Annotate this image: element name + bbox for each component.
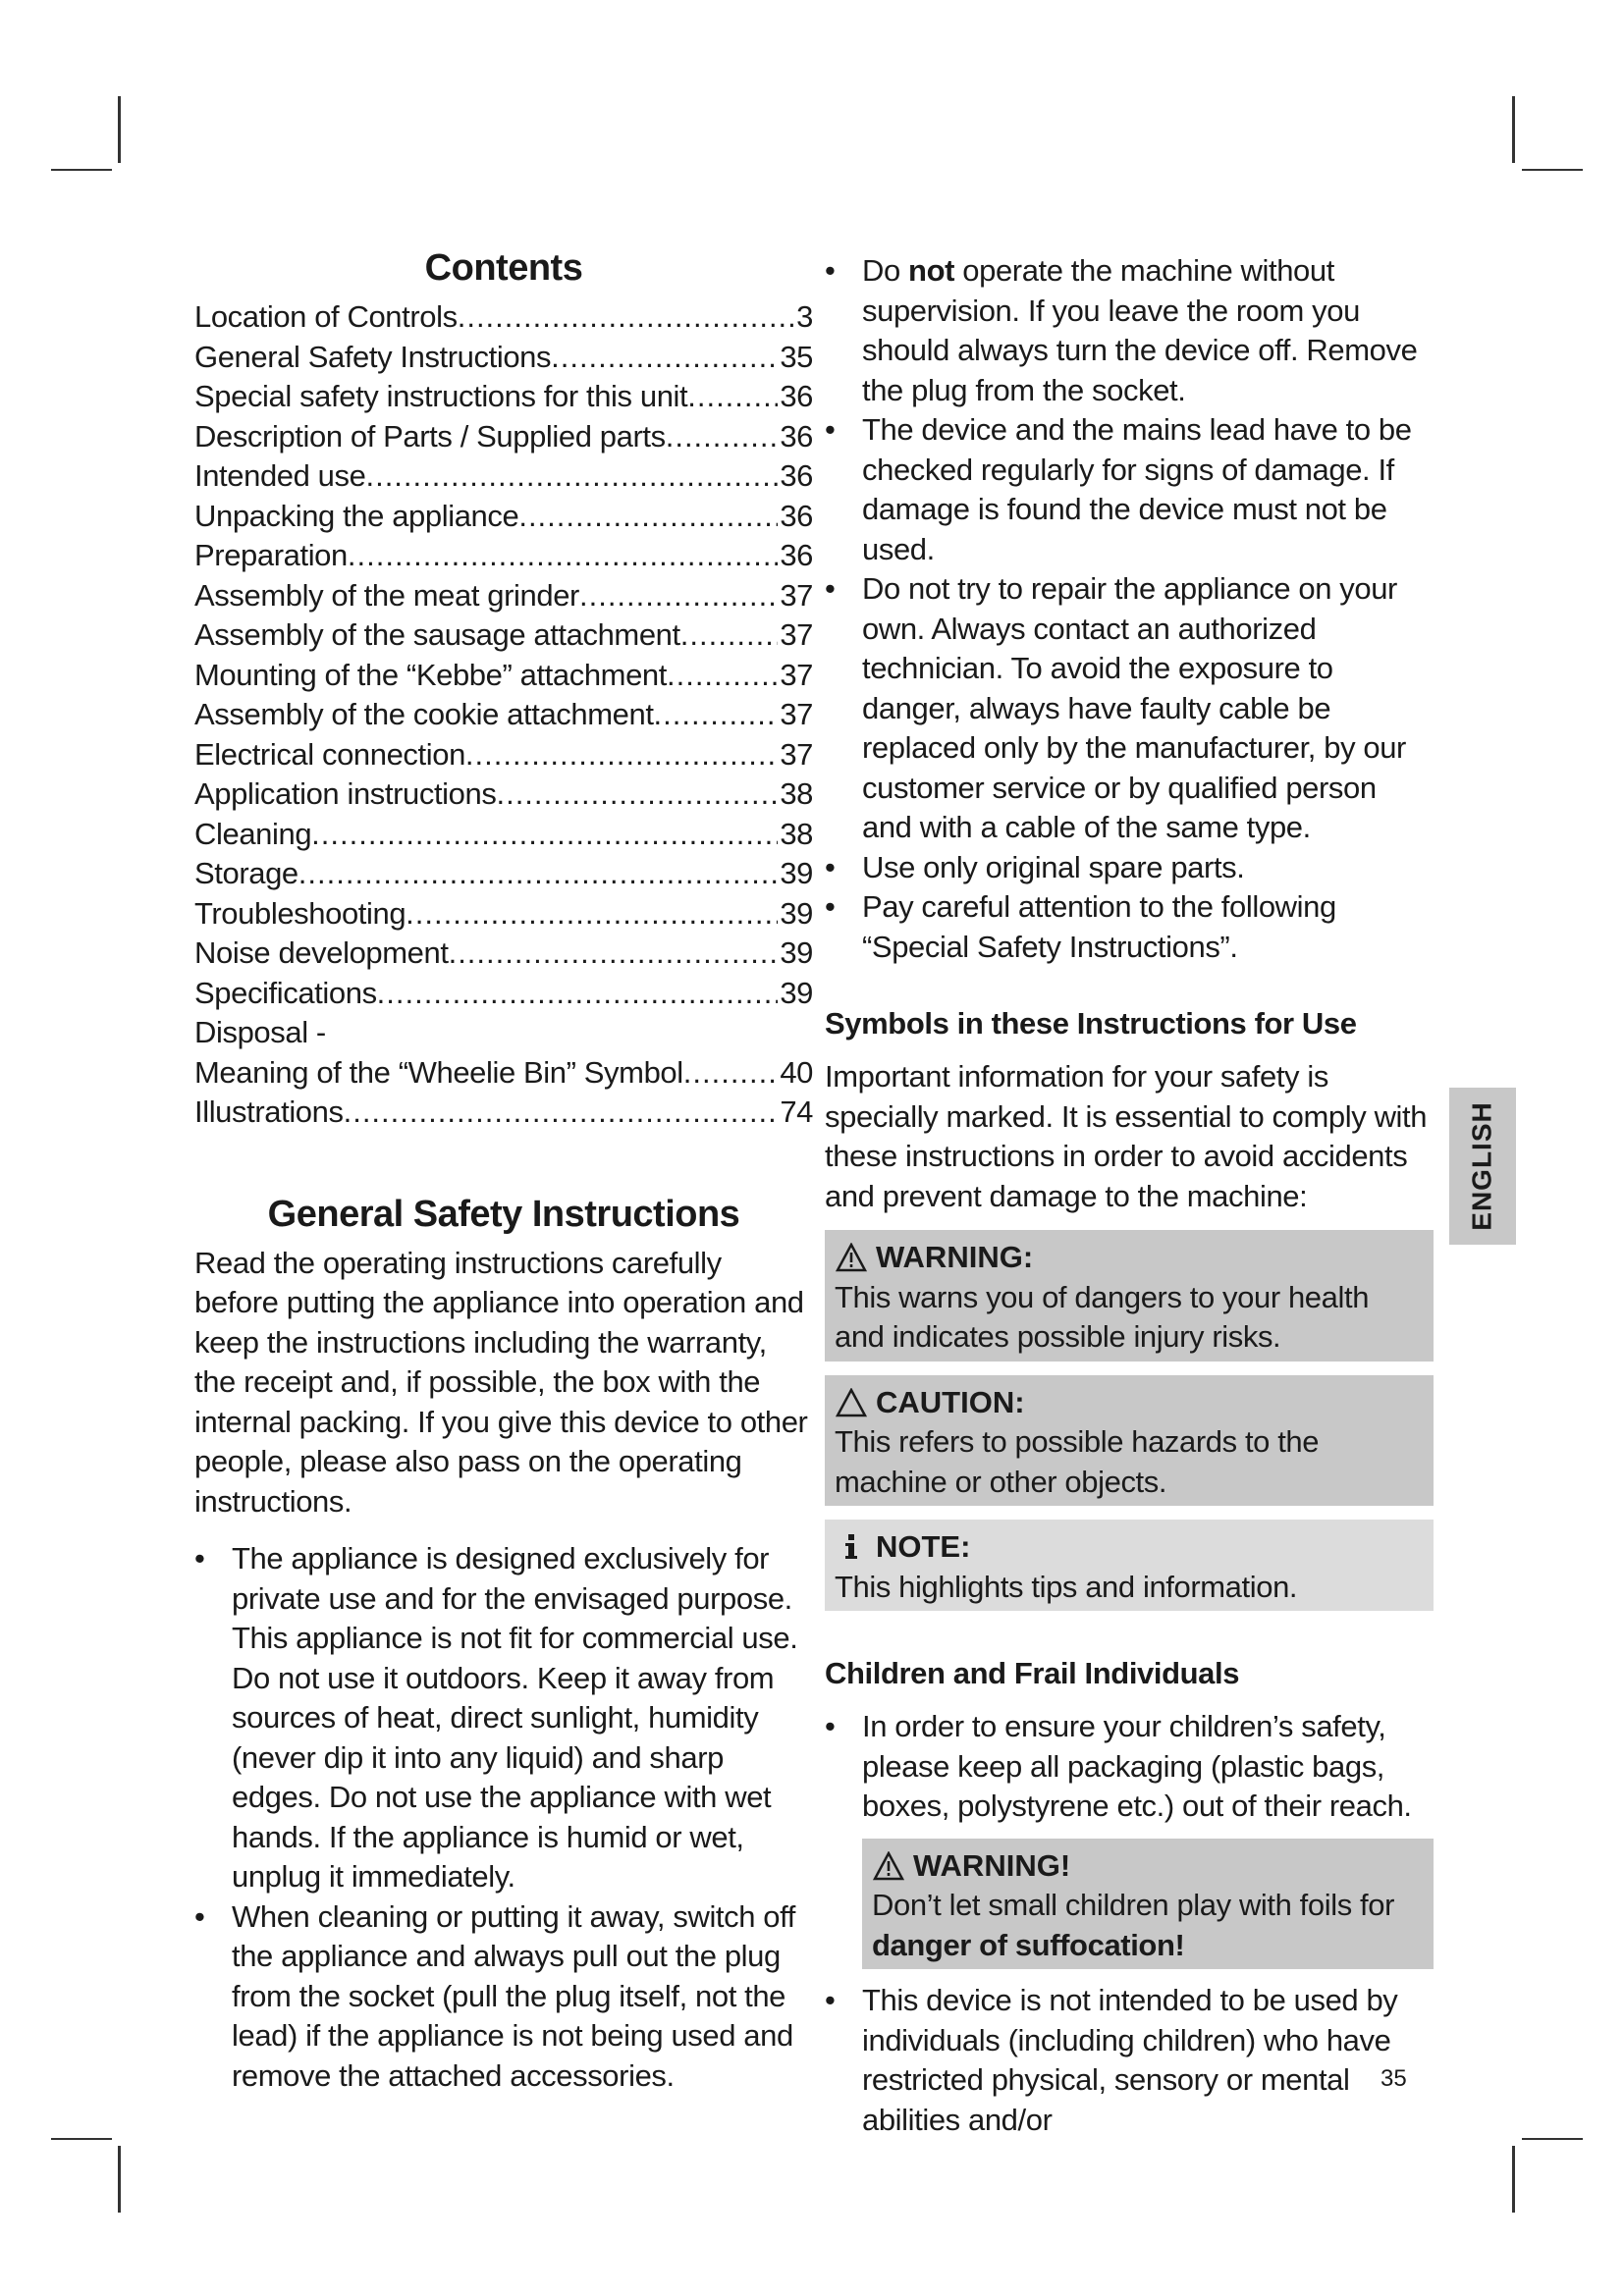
toc-label: Assembly of the cookie attachment <box>194 697 654 731</box>
left-column <box>194 247 813 2096</box>
bullet-text: • The appliance is designed exclusively for private use and for the envisaged purpose. This appliance is not fit for commercial use. <box>232 1541 798 1655</box>
bullet-text: Do not try to repair the appliance on your own. Always contact an authorized technician. To avoid the exposure to danger, always have faulty cable be replaced only by the manufacturer, by our customer service or by qualified person and with a cable of the same type. <box>862 571 1406 844</box>
language-tab-label: ENGLISH <box>1467 1101 1497 1231</box>
warning-heading <box>835 1238 1424 1278</box>
toc-leader <box>666 417 779 457</box>
bullet-text: Use only original spare parts. <box>862 849 1245 884</box>
toc-leader <box>348 536 778 576</box>
bullet-emphasis: not <box>908 253 955 288</box>
page-number: 35 <box>1380 2065 1407 2092</box>
warning-triangle-icon <box>835 1241 868 1274</box>
toc-label: Mounting of the “Kebbe” attachment <box>194 657 667 692</box>
note-heading <box>835 1527 1424 1568</box>
warning-triangle-icon <box>872 1849 905 1883</box>
bullet-text: Do not use it outdoors. Keep it away from sources of heat, direct sunlight, humidity (never dip it into any liquid) and sharp edges. Do not use the appliance with wet hands. If the appliance is humid or wet, unplug it immediately. <box>232 1660 775 1894</box>
toc-leader <box>298 854 779 894</box>
toc-label: Illustrations <box>194 1095 344 1129</box>
toc-entry[interactable] <box>194 894 813 934</box>
toc-entry[interactable] <box>194 377 813 417</box>
toc-entry[interactable] <box>194 854 813 894</box>
children-warning-box <box>862 1839 1434 1970</box>
children-title: Children and Frail Individuals <box>825 1656 1240 1690</box>
warning-text: This warns you of dangers to your health and indicates possible injury risks. <box>835 1279 1370 1354</box>
safety-bullets-continued <box>825 251 1434 967</box>
symbols-intro: Important information for your safety is specially marked. It is essential to comply with these instructions in order to avoid accidents and prevent damage to the machine: <box>825 1059 1428 1213</box>
general-safety-title: General Safety Instructions <box>267 1193 740 1235</box>
toc-label: Intended use <box>194 458 366 493</box>
bullet-text: The device and the mains lead have to be checked regularly for signs of damage. If damage is found the device must not be used. <box>862 412 1412 566</box>
caution-box <box>825 1375 1434 1507</box>
bullet-text: When cleaning or putting it away, switch off the appliance and always pull out the plug from the socket (pull the plug itself, not the lead) if the appliance is not being used and remove the attached accessories. <box>232 1898 796 2093</box>
symbols-title: Symbols in these Instructions for Use <box>825 1006 1357 1041</box>
toc-page: 36 <box>780 379 813 413</box>
toc-leader <box>377 974 779 1014</box>
toc-label: Specifications <box>194 975 377 1010</box>
toc-label: Description of Parts / Supplied parts <box>194 418 666 454</box>
note-box <box>825 1520 1434 1611</box>
caution-label: CAUTION: <box>876 1384 1025 1419</box>
bullet-text: This device is not intended to be used by individuals (including children) who have restricted physical, sensory or mental abilities and/or <box>862 1983 1398 2137</box>
language-tab <box>1449 1088 1516 1245</box>
toc-entry[interactable] <box>194 1053 813 1094</box>
toc-leader <box>654 695 779 735</box>
note-label: NOTE: <box>876 1529 971 1564</box>
toc-page: 38 <box>780 816 813 851</box>
toc-label: Cleaning <box>194 816 312 851</box>
toc-page: 37 <box>780 736 813 772</box>
bullet-text: operate the machine without supervision. If you leave the room you should always turn the device off. Remove the plug from the socket. <box>862 253 1418 407</box>
general-safety-bullets <box>194 1539 813 2096</box>
toc-label: Special safety instructions for this unit <box>194 379 688 413</box>
toc-page: 37 <box>780 577 813 613</box>
crop-mark <box>118 2146 121 2213</box>
list-item <box>825 887 1434 967</box>
toc-entry[interactable] <box>194 695 813 735</box>
toc-label: Meaning of the “Wheelie Bin” Symbol <box>194 1054 683 1090</box>
toc-page: 39 <box>780 856 813 890</box>
toc-label: Location of Controls <box>194 299 458 334</box>
toc-entry[interactable] <box>194 497 813 537</box>
crop-mark <box>1522 169 1583 171</box>
toc-label: Electrical connection <box>194 736 465 772</box>
toc-page: 37 <box>780 657 813 692</box>
list-item <box>194 1539 813 1897</box>
toc-leader <box>687 377 778 417</box>
toc-entry[interactable] <box>194 656 813 696</box>
toc-leader <box>579 576 778 616</box>
toc-entry[interactable] <box>194 338 813 378</box>
toc-page: 36 <box>780 458 813 493</box>
toc-page: 40 <box>780 1054 813 1090</box>
toc-page: 37 <box>780 697 813 731</box>
toc-label: Preparation <box>194 538 348 572</box>
toc-leader <box>551 338 778 378</box>
crop-mark <box>1512 96 1515 163</box>
toc-entry[interactable] <box>194 615 813 656</box>
info-icon <box>835 1530 868 1564</box>
toc-entry[interactable] <box>194 1093 813 1133</box>
toc-leader <box>680 615 779 656</box>
list-item <box>825 1981 1434 2140</box>
crop-mark <box>51 2138 112 2140</box>
list-item <box>825 569 1434 848</box>
toc-page: 36 <box>780 538 813 572</box>
toc-label: Storage <box>194 856 298 890</box>
toc-leader <box>311 815 778 855</box>
toc-label: Application instructions <box>194 776 497 811</box>
toc-entry[interactable] <box>194 735 813 775</box>
toc-page: 3 <box>796 299 813 334</box>
toc-label: General Safety Instructions <box>194 339 552 374</box>
toc-page: 39 <box>780 975 813 1010</box>
toc-entry[interactable] <box>194 974 813 1014</box>
children-bullets-2 <box>825 1981 1434 2140</box>
toc-page: 36 <box>780 418 813 454</box>
warning-text-emphasis: danger of suffocation! <box>872 1927 1185 1962</box>
toc-leader <box>683 1053 779 1094</box>
warning-text-part: Don’t let small children play with foils for <box>872 1888 1394 1922</box>
list-item <box>825 251 1434 410</box>
caution-text: This refers to possible hazards to the machine or other objects. <box>835 1424 1320 1499</box>
toc-label: Assembly of the sausage attachment <box>194 617 680 652</box>
toc-page: 37 <box>780 617 813 652</box>
toc-page: 39 <box>780 935 813 970</box>
crop-mark <box>1512 2146 1515 2213</box>
toc-leader <box>365 456 778 497</box>
toc-leader <box>458 297 794 338</box>
bullet-text: In order to ensure your children’s safety, please keep all packaging (plastic bags, boxes, polystyrene etc.) out of their reach. <box>862 1709 1412 1823</box>
toc-leader <box>667 656 778 696</box>
toc-leader <box>496 774 778 815</box>
general-safety-intro: Read the operating instructions carefully before putting the appliance into operation and keep the instructions including the warranty, the receipt and, if possible, the box with the internal packing. If you give this device to other people, please also pass on the operating instructions. <box>194 1245 808 1519</box>
toc-leader <box>449 934 779 974</box>
bullet-text: Pay careful attention to the following “Special Safety Instructions”. <box>862 889 1336 964</box>
bullet-text: Do <box>862 253 909 288</box>
contents-title: Contents <box>424 247 583 289</box>
crop-mark <box>118 96 121 163</box>
toc-entry[interactable] <box>194 815 813 855</box>
note-text: This highlights tips and information. <box>835 1569 1298 1604</box>
toc-disposal-line: Disposal - <box>194 1015 326 1049</box>
list-item <box>825 848 1434 888</box>
toc-entry[interactable] <box>194 297 813 338</box>
toc-page: 74 <box>780 1095 813 1129</box>
toc-page: 35 <box>780 339 813 374</box>
toc-page: 39 <box>780 895 813 931</box>
toc-entry[interactable] <box>194 536 813 576</box>
toc-label: Troubleshooting <box>194 895 406 931</box>
toc-entry[interactable] <box>194 934 813 974</box>
caution-heading <box>835 1383 1424 1423</box>
toc-label: Assembly of the meat grinder <box>194 577 579 613</box>
toc-entry[interactable] <box>194 456 813 497</box>
right-column <box>825 251 1434 2140</box>
toc-entry[interactable] <box>194 417 813 457</box>
toc <box>194 297 813 1133</box>
toc-leader <box>344 1093 779 1133</box>
children-warning-label: WARNING! <box>913 1847 1071 1883</box>
toc-page: 38 <box>780 776 813 811</box>
toc-label: Noise development <box>194 935 449 970</box>
crop-mark <box>1522 2138 1583 2140</box>
toc-leader <box>518 497 778 537</box>
list-item <box>825 1707 1434 1827</box>
toc-entry[interactable] <box>194 576 813 616</box>
toc-page: 36 <box>780 498 813 533</box>
crop-mark <box>51 169 112 171</box>
list-item <box>825 410 1434 569</box>
children-warning-heading <box>872 1846 1424 1887</box>
caution-triangle-icon <box>835 1386 868 1419</box>
children-warning-text <box>872 1886 1424 1965</box>
toc-entry[interactable] <box>194 774 813 815</box>
toc-leader <box>465 735 778 775</box>
children-bullets <box>825 1707 1434 1827</box>
toc-label: Unpacking the appliance <box>194 498 519 533</box>
warning-label: WARNING: <box>876 1240 1034 1274</box>
list-item <box>194 1897 813 2097</box>
toc-leader <box>406 894 778 934</box>
warning-box <box>825 1230 1434 1362</box>
